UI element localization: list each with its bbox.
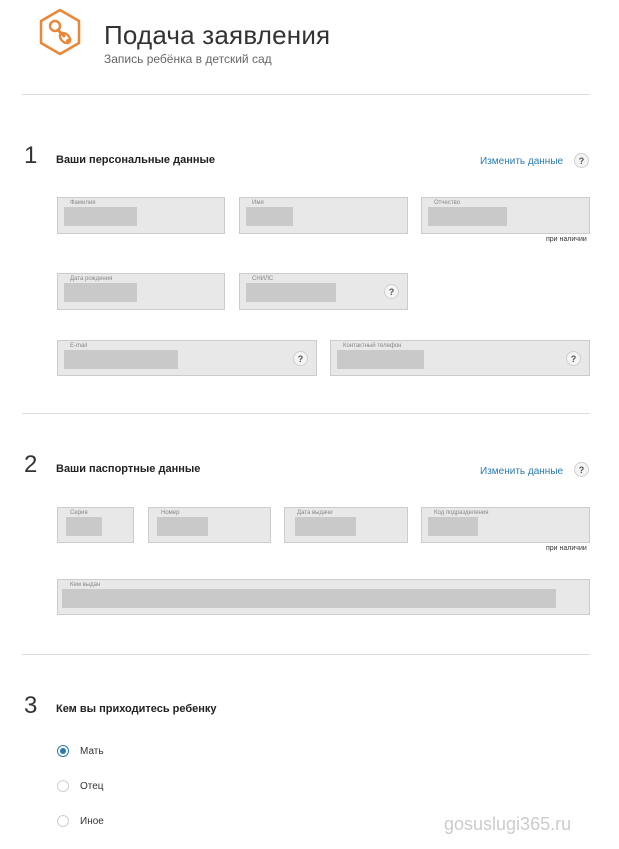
radio-mother-label[interactable]: Мать xyxy=(80,746,104,757)
radio-other[interactable] xyxy=(57,815,69,827)
redacted-value xyxy=(295,517,356,536)
header-divider xyxy=(22,94,590,95)
patronymic-note: при наличии xyxy=(546,236,587,243)
help-icon[interactable]: ? xyxy=(574,462,589,477)
name-label: Имя xyxy=(252,200,264,206)
snils-label: СНИЛС xyxy=(252,276,274,282)
radio-father[interactable] xyxy=(57,780,69,792)
radio-father-label[interactable]: Отец xyxy=(80,781,104,792)
section-2-title: Ваши паспортные данные xyxy=(56,463,201,475)
radio-mother[interactable] xyxy=(57,745,69,757)
phone-field[interactable] xyxy=(330,340,590,376)
help-icon[interactable]: ? xyxy=(293,351,308,366)
radio-other-label[interactable]: Иное xyxy=(80,816,104,827)
redacted-value xyxy=(246,283,336,302)
watermark: gosuslugi365.ru xyxy=(444,814,572,834)
patronymic-label: Отчество xyxy=(434,200,461,206)
redacted-value xyxy=(62,589,556,608)
issued-by-field[interactable] xyxy=(57,579,590,615)
section-3-number: 3 xyxy=(24,692,38,719)
change-passport-data-link[interactable]: Изменить данные xyxy=(480,466,564,477)
redacted-value xyxy=(428,517,478,536)
passport-series-label: Серия xyxy=(70,510,88,516)
change-personal-data-link[interactable]: Изменить данные xyxy=(480,156,564,167)
pacifier-icon xyxy=(38,8,82,56)
issued-by-label: Кем выдан xyxy=(70,582,101,588)
name-field[interactable] xyxy=(239,197,408,234)
redacted-value xyxy=(64,350,178,369)
passport-issue-date-label: Дата выдачи xyxy=(297,510,333,516)
help-icon[interactable]: ? xyxy=(384,284,399,299)
redacted-value xyxy=(64,283,137,302)
redacted-value xyxy=(428,207,507,226)
passport-series-field[interactable] xyxy=(57,507,134,543)
passport-number-field[interactable] xyxy=(148,507,271,543)
help-icon[interactable]: ? xyxy=(574,153,589,168)
page-subtitle: Запись ребёнка в детский сад xyxy=(104,52,272,66)
section-divider xyxy=(22,413,590,414)
passport-issue-date-field[interactable] xyxy=(284,507,408,543)
division-code-field[interactable] xyxy=(421,507,590,543)
redacted-value xyxy=(337,350,424,369)
snils-field[interactable] xyxy=(239,273,408,310)
redacted-value xyxy=(66,517,102,536)
redacted-value xyxy=(246,207,293,226)
email-field[interactable] xyxy=(57,340,317,376)
division-code-note: при наличии xyxy=(546,545,587,552)
passport-number-label: Номер xyxy=(161,510,180,516)
section-1-title: Ваши персональные данные xyxy=(56,154,215,166)
section-3-title: Кем вы приходитесь ребенку xyxy=(56,703,217,715)
page-title: Подача заявления xyxy=(104,20,331,50)
section-2-number: 2 xyxy=(24,451,38,478)
surname-label: Фамилия xyxy=(70,200,96,206)
birth-date-label: Дата рождения xyxy=(70,276,113,282)
phone-label: Контактный телефон xyxy=(343,343,402,349)
division-code-label: Код подразделения xyxy=(434,510,489,516)
redacted-value xyxy=(157,517,208,536)
redacted-value xyxy=(64,207,137,226)
section-divider xyxy=(22,654,590,655)
section-1-number: 1 xyxy=(24,142,38,169)
surname-field[interactable] xyxy=(57,197,225,234)
help-icon[interactable]: ? xyxy=(566,351,581,366)
patronymic-field[interactable] xyxy=(421,197,590,234)
email-label: E-mail xyxy=(70,343,88,349)
birth-date-field[interactable] xyxy=(57,273,225,310)
